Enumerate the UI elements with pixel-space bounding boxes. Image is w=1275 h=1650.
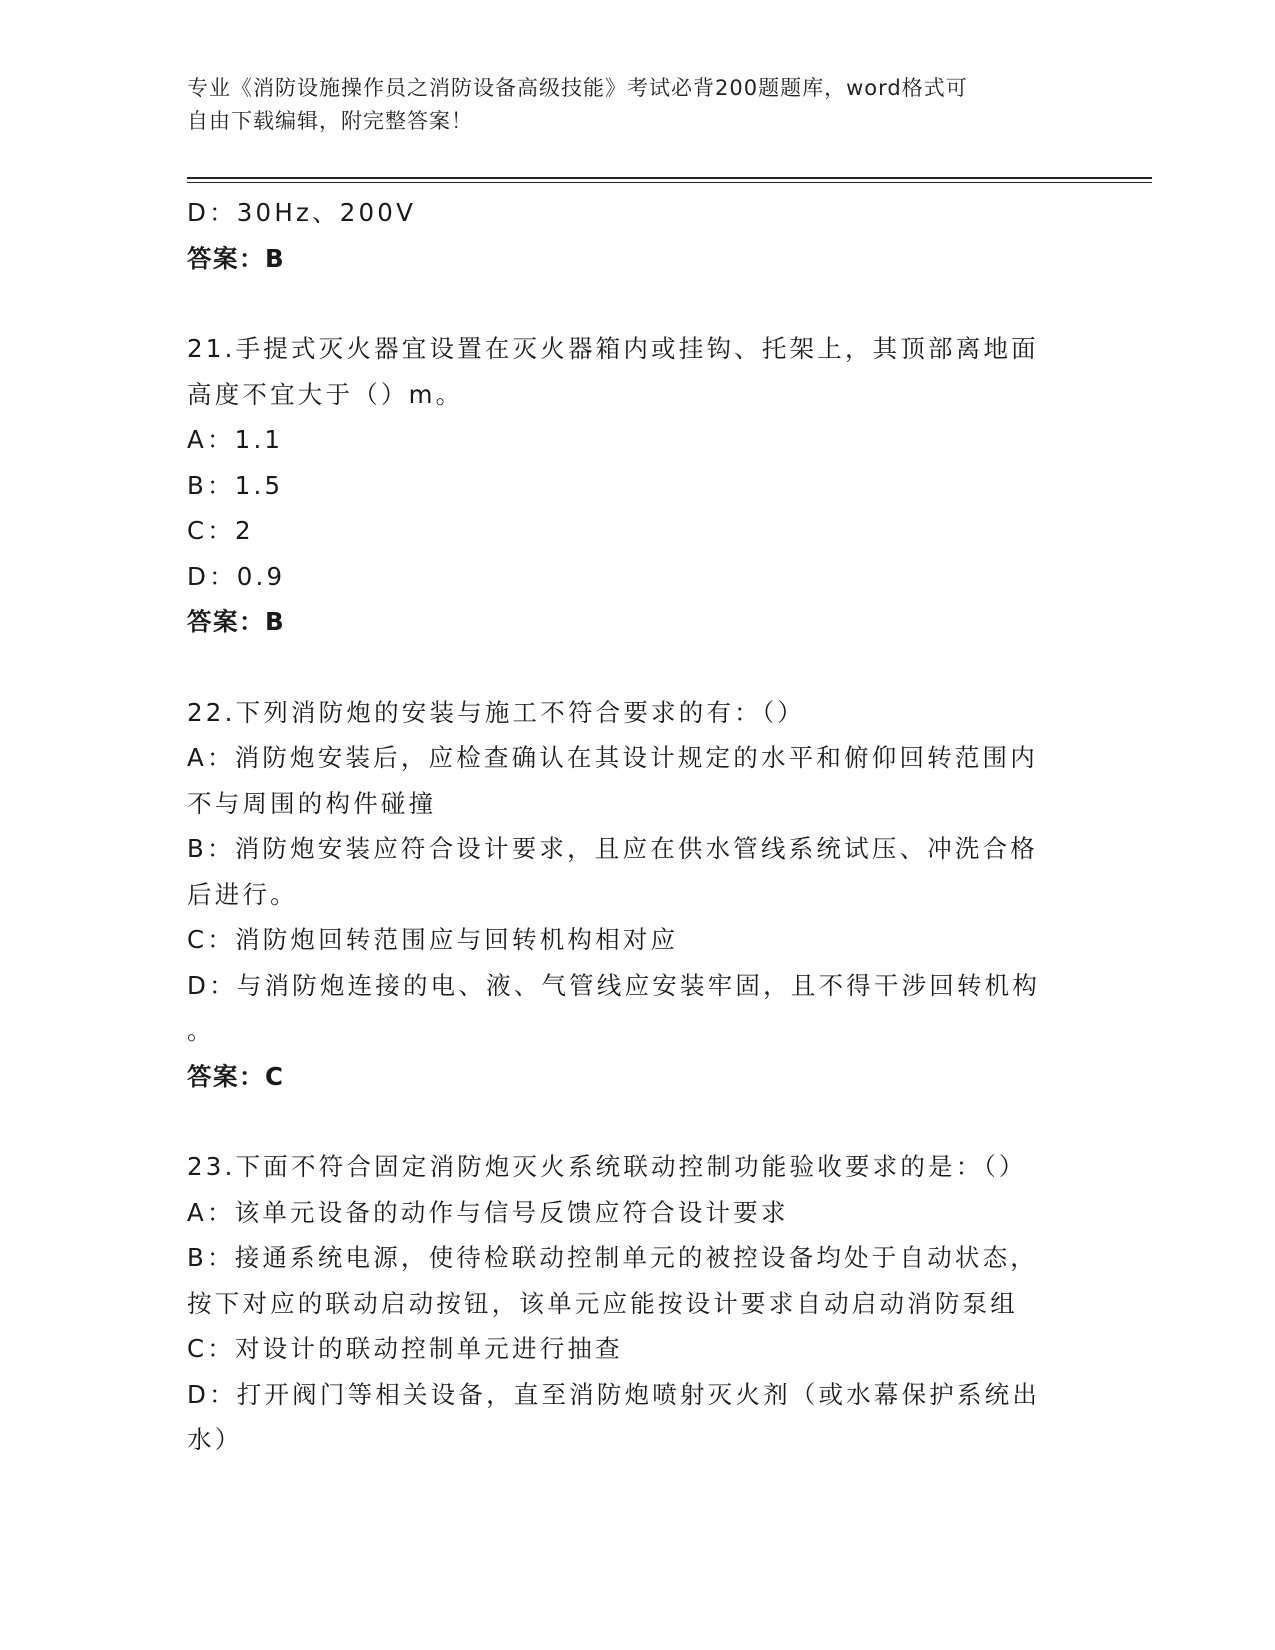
option-b-continued: 后进行。 xyxy=(187,879,298,909)
spacer xyxy=(187,1099,1067,1144)
option-c: C：2 xyxy=(187,516,254,545)
option-a: A：消防炮安装后，应检查确认在其设计规定的水平和俯仰回转范围内 xyxy=(187,743,1038,772)
question-stem-line: 高度不宜大于（）m。 xyxy=(187,379,464,409)
header-rule-thin xyxy=(187,182,1152,183)
option-a-continued: 不与周围的构件碰撞 xyxy=(187,788,437,818)
question-stem-line: 23.下面不符合固定消防炮灭火系统联动控制功能验收要求的是：（） xyxy=(187,1152,1027,1181)
header-line-2: 自由下载编辑，附完整答案！ xyxy=(187,109,473,133)
option-d: D：与消防炮连接的电、液、气管线应安装牢固，且不得干涉回转机构 xyxy=(187,970,1041,1000)
spacer xyxy=(187,281,1067,326)
document-header xyxy=(187,72,1087,138)
option-d-continued: 水） xyxy=(187,1425,243,1454)
spacer xyxy=(187,645,1067,690)
answer-line: 答案：B xyxy=(187,607,286,636)
question-list xyxy=(187,190,1067,1463)
option-d: D：0.9 xyxy=(187,561,286,591)
option-a: A：该单元设备的动作与信号反馈应符合设计要求 xyxy=(187,1197,789,1227)
option-d-continued: 。 xyxy=(187,1016,215,1045)
option-c: C：对设计的联动控制单元进行抽查 xyxy=(187,1334,623,1363)
question-stem-line: 21.手提式灭火器宜设置在灭火器箱内或挂钩、托架上，其顶部离地面 xyxy=(187,334,1039,363)
question-stem-line: 22.下列消防炮的安装与施工不符合要求的有：（） xyxy=(187,697,806,727)
question-20-tail xyxy=(187,190,1067,281)
answer-line: 答案：C xyxy=(187,1061,285,1091)
option-b-continued: 按下对应的联动启动按钮，该单元应能按设计要求自动启动消防泵组 xyxy=(187,1288,1018,1318)
answer-line: 答案：B xyxy=(187,243,286,273)
header-rule-thick xyxy=(187,177,1152,179)
question-22 xyxy=(187,690,1067,1100)
option-a: A：1.1 xyxy=(187,425,284,454)
question-23 xyxy=(187,1144,1067,1463)
header-line-1: 专业《消防设施操作员之消防设备高级技能》考试必背200题题库，word格式可 xyxy=(187,76,968,100)
option-b: B：消防炮安装应符合设计要求，且应在供水管线系统试压、冲洗合格 xyxy=(187,834,1039,863)
option-b: B：接通系统电源，使待检联动控制单元的被控设备均处于自动状态， xyxy=(187,1243,1039,1272)
option-c: C：消防炮回转范围应与回转机构相对应 xyxy=(187,925,679,954)
question-21 xyxy=(187,326,1067,645)
option-d: D：打开阀门等相关设备，直至消防炮喷射灭火剂（或水幕保护系统出 xyxy=(187,1379,1041,1409)
option-b: B：1.5 xyxy=(187,470,284,500)
option-d: D：30Hz、200V xyxy=(187,198,417,227)
